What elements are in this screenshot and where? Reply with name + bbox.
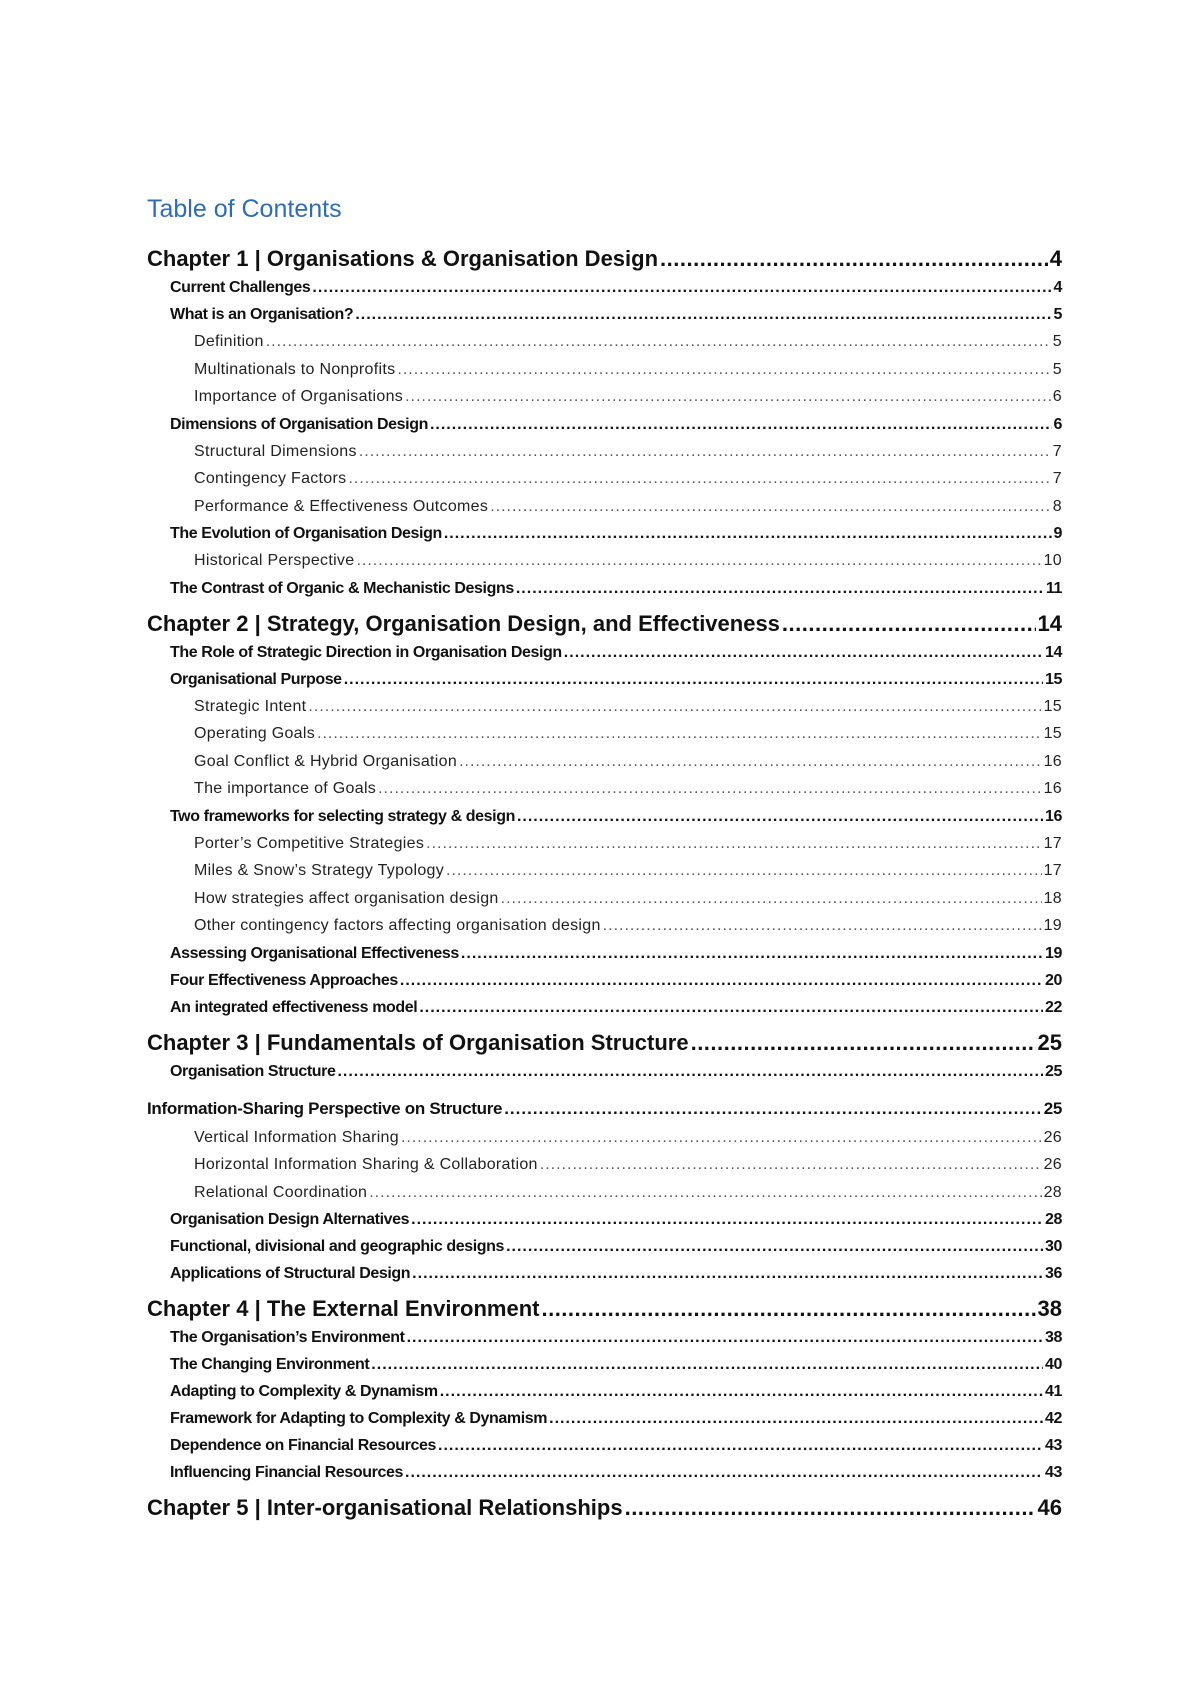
- toc-dot-leader: [407, 1324, 1043, 1351]
- toc-page-number: 18: [1043, 889, 1062, 907]
- toc-dot-leader: [400, 967, 1043, 994]
- toc-dot-leader: [412, 1260, 1043, 1287]
- toc-entry-level-2[interactable]: [147, 940, 1062, 967]
- toc-dot-leader: [438, 1432, 1043, 1459]
- toc-entry-level-3[interactable]: [147, 356, 1062, 384]
- toc-entry-title: Goal Conflict & Hybrid Organisation: [194, 752, 458, 770]
- toc-entry-title: Organisation Structure: [170, 1062, 336, 1080]
- toc-entry-level-2[interactable]: [147, 1260, 1062, 1287]
- toc-page-number: 36: [1045, 1265, 1062, 1282]
- toc-dot-leader: [405, 1459, 1043, 1486]
- toc-page-number: 20: [1045, 971, 1062, 989]
- toc-entry-title: Influencing Financial Resources: [170, 1464, 403, 1481]
- toc-dot-leader: [426, 830, 1041, 858]
- toc-entry-level-3[interactable]: [147, 885, 1062, 913]
- toc-entry-title: Performance & Effectiveness Outcomes: [194, 497, 489, 515]
- toc-page-number: 26: [1043, 1156, 1062, 1173]
- toc-entry-level-3[interactable]: [147, 748, 1062, 776]
- toc-entry-level-3[interactable]: [147, 912, 1062, 940]
- toc-dot-leader: [359, 438, 1051, 466]
- toc-entry-title: The Evolution of Organisation Design: [170, 525, 442, 542]
- toc-entry-level-3[interactable]: [147, 720, 1062, 748]
- toc-dot-leader: [356, 547, 1041, 575]
- toc-entry-title: Framework for Adapting to Complexity & Dynamism: [170, 1410, 548, 1427]
- toc-entry-level-2[interactable]: [147, 1233, 1062, 1260]
- toc-entry-level-3[interactable]: [147, 547, 1062, 575]
- toc-entry-title: Organisational Purpose: [170, 670, 342, 688]
- toc-page-number: 5: [1052, 333, 1062, 350]
- toc-dot-leader: [348, 465, 1050, 493]
- toc-dot-leader: [660, 243, 1048, 274]
- toc-entry-title: Organisation Design Alternatives: [170, 1211, 410, 1228]
- toc-entry-level-2[interactable]: [147, 1432, 1062, 1459]
- toc-dot-leader: [446, 857, 1042, 885]
- toc-entry-level-2[interactable]: [147, 301, 1062, 328]
- toc-entry-title: Current Challenges: [170, 279, 311, 296]
- toc-entry-level-1[interactable]: [147, 1293, 1062, 1324]
- toc-entry-title: Relational Coordination: [194, 1183, 368, 1201]
- toc-page-number: 42: [1045, 1410, 1062, 1427]
- toc-entry-level-2[interactable]: [147, 1351, 1062, 1378]
- toc-page-number: 26: [1043, 1128, 1062, 1146]
- toc-entry-title: Definition: [194, 333, 264, 350]
- toc-dot-leader: [459, 748, 1042, 776]
- toc-entry-title: Contingency Factors: [194, 470, 347, 487]
- toc-entry-level-3[interactable]: [147, 493, 1062, 521]
- toc-page-number: 41: [1045, 1383, 1062, 1400]
- toc-entry-title: How strategies affect organisation design: [194, 889, 499, 907]
- toc-page-number: 4: [1053, 279, 1062, 296]
- toc-entry-level-1[interactable]: [147, 1027, 1062, 1058]
- toc-entry-level-2[interactable]: [147, 1405, 1062, 1432]
- toc-entry-level-1[interactable]: [147, 243, 1062, 274]
- toc-entry-level-2[interactable]: [147, 1058, 1062, 1085]
- toc-page-number: 16: [1045, 807, 1062, 825]
- toc-entry-level-2[interactable]: [147, 1378, 1062, 1405]
- toc-entry-title: The Contrast of Organic & Mechanistic Designs: [170, 579, 514, 597]
- toc-dot-leader: [371, 1351, 1043, 1378]
- toc-heading: Table of Contents: [147, 195, 342, 223]
- toc-entry-level-3[interactable]: [147, 775, 1062, 803]
- toc-entry-level-2[interactable]: [147, 1459, 1062, 1486]
- toc-entry-level-3[interactable]: [147, 465, 1062, 493]
- toc-entry-level-2[interactable]: [147, 666, 1062, 693]
- toc-entry-level-2[interactable]: [147, 575, 1062, 602]
- toc-entry-level-3[interactable]: [147, 1151, 1062, 1179]
- toc-page-number: 15: [1043, 697, 1062, 715]
- toc-entry-level-2[interactable]: [147, 803, 1062, 830]
- toc-dot-leader: [440, 1378, 1043, 1405]
- toc-dot-leader: [337, 1058, 1043, 1085]
- toc-entry-title: The Organisation’s Environment: [170, 1329, 405, 1346]
- toc-page-number: 10: [1043, 552, 1062, 569]
- toc-dot-leader: [312, 274, 1051, 301]
- toc-page-number: 25: [1045, 1062, 1062, 1080]
- toc-entry-title: Adapting to Complexity & Dynamism: [170, 1383, 438, 1400]
- toc-dot-leader: [430, 411, 1052, 438]
- toc-entry-title: Horizontal Information Sharing & Collaboration: [194, 1156, 538, 1173]
- toc-dot-leader: [603, 912, 1042, 940]
- toc-page-number: 11: [1045, 579, 1062, 597]
- toc-entry-title: Chapter 3 | Fundamentals of Organisation Structure: [147, 1029, 689, 1055]
- toc-entry-title: What is an Organisation?: [170, 306, 354, 323]
- toc-entry-level-1[interactable]: [147, 608, 1062, 639]
- toc-entry-level-3[interactable]: [147, 1179, 1062, 1207]
- toc-page-number: 15: [1043, 725, 1062, 742]
- toc-entry-title: Chapter 4 | The External Environment: [147, 1296, 540, 1321]
- toc-page-number: 14: [1045, 643, 1062, 661]
- toc-entry-title: Chapter 1 | Organisations & Organisation Design: [147, 246, 659, 271]
- toc-dot-leader: [369, 1179, 1041, 1207]
- toc-entry-title: Information-Sharing Perspective on Structure: [147, 1098, 503, 1118]
- toc-entry-level-2[interactable]: [147, 1206, 1062, 1233]
- toc-entry-title: Dimensions of Organisation Design: [170, 415, 428, 433]
- toc-page-number: 5: [1052, 360, 1062, 378]
- toc-dot-leader: [355, 301, 1051, 328]
- toc-entry-level-3[interactable]: [147, 328, 1062, 356]
- toc-page-number: 25: [1043, 1098, 1062, 1118]
- toc-page-number: 16: [1043, 752, 1062, 770]
- table-of-contents: [147, 192, 1062, 1523]
- toc-page-number: 40: [1045, 1356, 1062, 1373]
- toc-entry-level-2b[interactable]: [147, 1093, 1062, 1124]
- toc-entry-title: The Changing Environment: [170, 1356, 370, 1373]
- toc-page-number: 14: [1037, 610, 1062, 636]
- toc-entry-level-2[interactable]: [147, 994, 1062, 1021]
- toc-page-number: 16: [1043, 780, 1062, 797]
- toc-entry-level-3[interactable]: [147, 857, 1062, 885]
- toc-dot-leader: [419, 994, 1043, 1021]
- toc-dot-leader: [461, 940, 1043, 967]
- toc-page-number: 15: [1045, 670, 1062, 688]
- toc-entry-level-1[interactable]: [147, 1492, 1062, 1523]
- toc-entry-level-3[interactable]: [147, 1124, 1062, 1152]
- toc-dot-leader: [444, 520, 1052, 547]
- toc-dot-leader: [378, 775, 1041, 803]
- toc-entry-title: Assessing Organisational Effectiveness: [170, 944, 459, 962]
- toc-entry-level-2[interactable]: [147, 967, 1062, 994]
- toc-entry-level-2[interactable]: [147, 1324, 1062, 1351]
- toc-entry-title: Other contingency factors affecting organisation design: [194, 917, 601, 934]
- toc-entry-level-3[interactable]: [147, 438, 1062, 466]
- toc-page-number: 46: [1037, 1495, 1062, 1520]
- toc-page-number: 17: [1043, 862, 1062, 879]
- toc-dot-leader: [490, 493, 1051, 521]
- toc-dot-leader: [504, 1093, 1041, 1124]
- toc-dot-leader: [625, 1492, 1036, 1523]
- toc-entry-title: The importance of Goals: [194, 780, 377, 797]
- toc-entry-title: An integrated effectiveness model: [170, 998, 418, 1016]
- toc-dot-leader: [540, 1151, 1042, 1179]
- toc-entry-title: Multinationals to Nonprofits: [194, 360, 396, 378]
- toc-dot-leader: [344, 666, 1043, 693]
- toc-page-number: 6: [1052, 388, 1062, 405]
- toc-entry-level-2[interactable]: [147, 520, 1062, 547]
- toc-entry-level-2[interactable]: [147, 411, 1062, 438]
- toc-dot-leader: [397, 356, 1050, 384]
- toc-page-number: 38: [1037, 1296, 1062, 1321]
- toc-dot-leader: [549, 1405, 1043, 1432]
- toc-entry-title: Historical Perspective: [194, 552, 355, 569]
- toc-entry-title: Vertical Information Sharing: [194, 1128, 399, 1146]
- toc-entry-title: Chapter 5 | Inter-organisational Relationships: [147, 1495, 623, 1520]
- toc-entry-level-3[interactable]: [147, 693, 1062, 721]
- toc-dot-leader: [516, 575, 1044, 602]
- toc-entry-title: Applications of Structural Design: [170, 1265, 411, 1282]
- toc-dot-leader: [564, 639, 1043, 666]
- toc-entry-level-3[interactable]: [147, 383, 1062, 411]
- toc-entry-title: Porter’s Competitive Strategies: [194, 834, 425, 852]
- toc-page-number: 8: [1052, 497, 1062, 515]
- toc-entry-list: [147, 243, 1062, 1523]
- toc-dot-leader: [317, 720, 1042, 748]
- toc-page-number: 25: [1037, 1029, 1062, 1055]
- toc-page-number: 7: [1052, 442, 1062, 460]
- toc-dot-leader: [405, 383, 1051, 411]
- toc-page-number: 6: [1053, 415, 1062, 433]
- toc-entry-title: Two frameworks for selecting strategy & design: [170, 807, 515, 825]
- toc-entry-title: Four Effectiveness Approaches: [170, 971, 398, 989]
- toc-dot-leader: [308, 693, 1041, 721]
- toc-entry-title: Functional, divisional and geographic designs: [170, 1238, 505, 1255]
- toc-page-number: 43: [1045, 1437, 1062, 1454]
- toc-page-number: 43: [1045, 1464, 1062, 1481]
- toc-page-number: 19: [1045, 944, 1062, 962]
- toc-entry-level-3[interactable]: [147, 830, 1062, 858]
- toc-dot-leader: [266, 328, 1051, 356]
- toc-entry-title: Dependence on Financial Resources: [170, 1437, 436, 1454]
- toc-entry-title: Miles & Snow’s Strategy Typology: [194, 862, 445, 879]
- toc-entry-level-2[interactable]: [147, 639, 1062, 666]
- toc-entry-title: Strategic Intent: [194, 697, 307, 715]
- toc-page-number: 28: [1043, 1183, 1062, 1201]
- toc-page-number: 17: [1043, 834, 1062, 852]
- toc-page-number: 22: [1045, 998, 1062, 1016]
- toc-page-number: 28: [1045, 1211, 1062, 1228]
- toc-dot-leader: [541, 1293, 1035, 1324]
- toc-dot-leader: [517, 803, 1043, 830]
- toc-entry-title: Importance of Organisations: [194, 388, 404, 405]
- toc-page-number: 9: [1053, 525, 1062, 542]
- toc-page-number: 38: [1045, 1329, 1062, 1346]
- toc-dot-leader: [506, 1233, 1043, 1260]
- toc-dot-leader: [782, 608, 1036, 639]
- toc-entry-title: The Role of Strategic Direction in Organisation Design: [170, 643, 562, 661]
- toc-dot-leader: [411, 1206, 1043, 1233]
- toc-entry-title: Chapter 2 | Strategy, Organisation Design, and Effectiveness: [147, 610, 780, 636]
- toc-page-number: 7: [1052, 470, 1062, 487]
- toc-page-number: 5: [1053, 306, 1062, 323]
- toc-entry-title: Structural Dimensions: [194, 442, 357, 460]
- toc-dot-leader: [401, 1124, 1042, 1152]
- toc-entry-title: Operating Goals: [194, 725, 316, 742]
- toc-dot-leader: [691, 1027, 1036, 1058]
- toc-page-number: 19: [1043, 917, 1062, 934]
- toc-dot-leader: [501, 885, 1042, 913]
- toc-page-number: 30: [1045, 1238, 1062, 1255]
- toc-entry-level-2[interactable]: [147, 274, 1062, 301]
- toc-page-number: 4: [1049, 246, 1062, 271]
